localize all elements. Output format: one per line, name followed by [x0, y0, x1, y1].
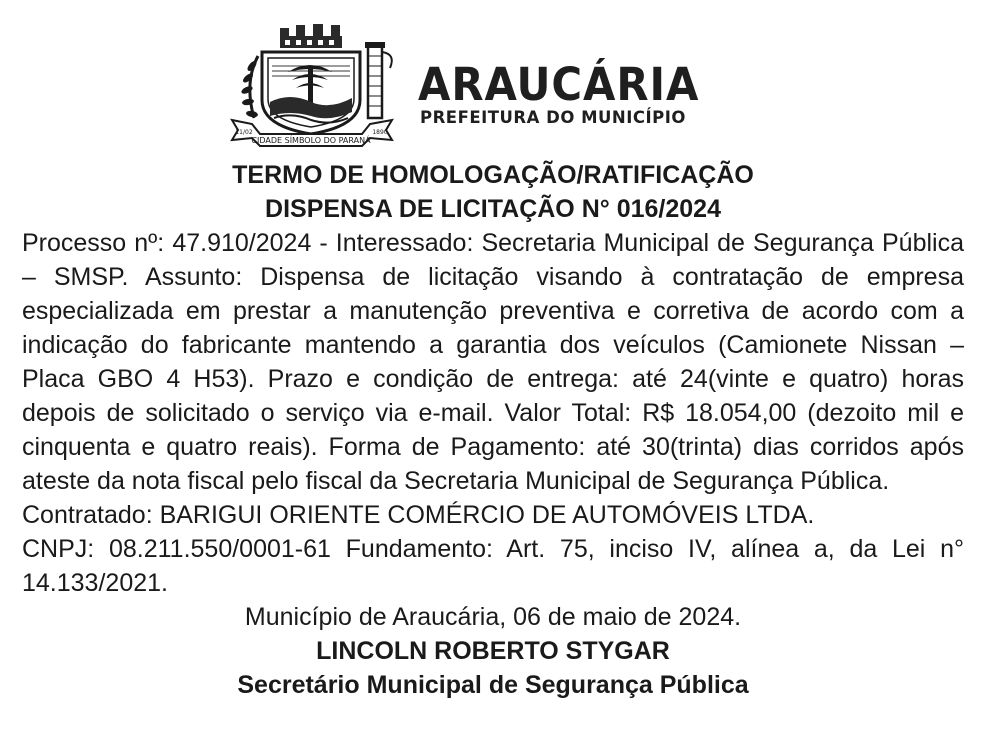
crest-motto: CIDADE SÍMBOLO DO PARANÁ	[251, 136, 371, 145]
document-subtitle: DISPENSA DE LICITAÇÃO N° 016/2024	[265, 195, 721, 223]
crest-date-left: 11/02	[235, 129, 253, 136]
brand-block	[418, 58, 770, 128]
signatory-role: Secretário Municipal de Segurança Pública	[237, 671, 749, 699]
notice-body-paragraph: Processo nº: 47.910/2024 - Interessado: Secretaria Municipal de Segurança Pública – SMSP. Assunto: Dispensa de licitação visando à contratação de empresa especializada em prestar a manutenção preventiva e corretiva de acordo com a indicação do fabricante mantendo a garantia dos veículos (Camionete Nissan – Placa GBO 4 H53). Prazo e condição de entrega: até 24(vinte e quatro) horas depois de solicitado o serviço via e-mail. Valor Total: R$ 18.054,00 (dezoito mil e cinquenta e quatro reais). Forma de Pagamento: até 30(trinta) dias corridos após ateste da nota fiscal pelo fiscal da Secretaria Municipal de Segurança Pública.	[22, 229, 964, 495]
signatory-name: LINCOLN ROBERTO STYGAR	[316, 637, 670, 665]
notice-document	[22, 158, 964, 702]
crest-date-right: 1890	[372, 129, 388, 136]
brand-name: ARAUCÁRIA	[418, 58, 700, 111]
brand-subtitle: PREFEITURA DO MUNICÍPIO	[420, 108, 686, 127]
letterhead	[230, 22, 770, 150]
place-and-date: Município de Araucária, 06 de maio de 2024.	[244, 603, 742, 631]
document-title: TERMO DE HOMOLOGAÇÃO/RATIFICAÇÃO	[232, 161, 754, 189]
municipal-coat-of-arms	[230, 22, 402, 150]
contractor-line: Contratado: BARIGUI ORIENTE COMÉRCIO DE AUTOMÓVEIS LTDA.	[22, 501, 815, 529]
legal-basis-paragraph: CNPJ: 08.211.550/0001-61 Fundamento: Art. 75, inciso IV, alínea a, da Lei n° 14.133/2021.	[22, 535, 964, 597]
